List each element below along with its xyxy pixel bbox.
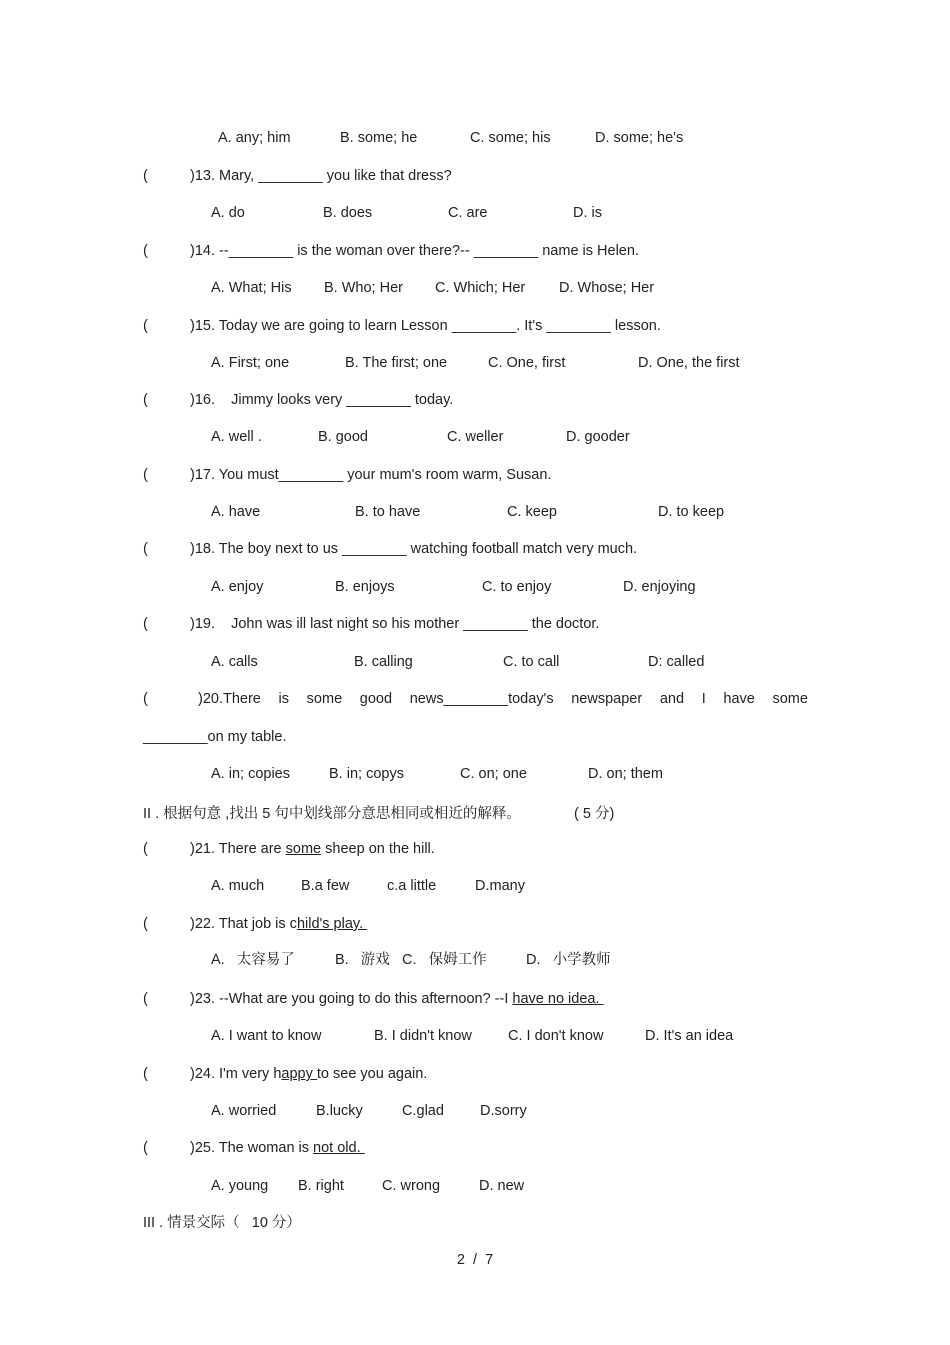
q24-option-a: A. worried [211,1103,277,1119]
q25-option-b: B. right [298,1178,344,1194]
answer-paren: ( [143,168,148,184]
answer-paren: ( [143,1066,148,1082]
q20-option-b: B. in; copys [329,766,404,782]
answer-paren: ( [143,467,148,483]
word: have [723,691,755,707]
question-text: )17. You must________ your mum's room warm, Susan. [190,467,552,483]
section-score: ( 5 分) [574,806,615,822]
q16-option-b: B. good [318,429,368,445]
answer-paren: ( [143,541,148,557]
q23-option-b: B. I didn't know [374,1028,472,1044]
underlined-phrase: have no idea. [512,991,604,1007]
q14-option-a: A. What; His [211,280,292,296]
answer-paren: ( [143,991,148,1007]
question-20-line2: ________on my table. [143,729,287,745]
q21-option-a: A. much [211,878,265,894]
q18-option-a: A. enjoy [211,579,264,595]
q16-option-d: D. gooder [566,429,630,445]
q20-option-a: A. in; copies [211,766,290,782]
page-number: 2 / 7 [456,1252,494,1268]
q20-option-c: C. on; one [460,766,527,782]
question-text: )22. That job is child's play. [190,916,368,932]
q17-option-b: B. to have [355,504,421,520]
q14-option-c: C. Which; Her [435,280,526,296]
question-text: )25. The woman is not old. [190,1140,365,1156]
answer-paren: ( [143,916,148,932]
answer-paren: ( [143,691,148,707]
q17-option-a: A. have [211,504,261,520]
q12-option-d: D. some; he's [595,130,684,146]
q24-option-c: C.glad [402,1103,444,1119]
q22-option-a: A. 太容易了 [211,952,295,968]
q19-option-d: D: called [648,654,705,670]
underlined-phrase: some [285,841,322,857]
word: )20.There [198,691,261,707]
question-text: )13. Mary, ________ you like that dress? [190,168,452,184]
q22-option-d: D. 小学教师 [526,952,611,968]
q16-option-a: A. well . [211,429,262,445]
question-text: )14. --________ is the woman over there?-- ________ name is Helen. [190,243,639,259]
q17-option-c: C. keep [507,504,557,520]
question-text: )18. The boy next to us ________ watching football match very much. [190,541,638,557]
answer-paren: ( [143,1140,148,1156]
word: I [701,691,706,707]
q19-option-b: B. calling [354,654,413,670]
q12-option-a: A. any; him [218,130,291,146]
q25-option-c: C. wrong [382,1178,441,1194]
question-text: )24. I'm very happy to see you again. [190,1066,428,1082]
q21-option-c: c.a little [387,878,437,894]
question-text: )19. John was ill last night so his mother ________ the doctor. [190,616,600,632]
q13-option-b: B. does [323,205,373,221]
answer-paren: ( [143,243,148,259]
question-text: )16. Jimmy looks very ________ today. [190,392,454,408]
answer-paren: ( [143,616,148,632]
q17-option-d: D. to keep [658,504,725,520]
word: some [306,691,343,707]
answer-paren: ( [143,841,148,857]
section-2-heading [143,802,615,823]
q13-option-c: C. are [448,205,488,221]
section-3-heading: III . 情景交际（ 10 分） [143,1215,301,1231]
word: and [659,691,685,707]
q21-option-b: B.a few [301,878,350,894]
underlined-phrase: appy [281,1066,317,1082]
q16-option-c: C. weller [447,429,504,445]
word: newspaper [571,691,643,707]
q18-option-b: B. enjoys [335,579,395,595]
q15-option-b: B. The first; one [345,355,448,371]
q20-option-d: D. on; them [588,766,663,782]
q24-option-d: D.sorry [480,1103,527,1119]
q22-option-b: B. 游戏 [335,952,390,968]
q12-option-c: C. some; his [470,130,551,146]
q15-option-a: A. First; one [211,355,290,371]
q15-option-c: C. One, first [488,355,566,371]
underlined-phrase: not old. [313,1140,365,1156]
q19-option-a: A. calls [211,654,258,670]
question-20-line1 [198,690,808,708]
question-text: )15. Today we are going to learn Lesson ________. It's ________ lesson. [190,318,661,334]
question-text: )21. There are some sheep on the hill. [190,841,435,857]
answer-paren: ( [143,318,148,334]
q21-option-d: D.many [475,878,525,894]
q18-option-c: C. to enjoy [482,579,552,595]
q13-option-a: A. do [211,205,245,221]
q14-option-d: D. Whose; Her [559,280,655,296]
q14-option-b: B. Who; Her [324,280,403,296]
q23-option-a: A. I want to know [211,1028,322,1044]
q25-option-d: D. new [479,1178,525,1194]
q13-option-d: D. is [573,205,602,221]
q23-option-c: C. I don't know [508,1028,604,1044]
underlined-phrase: hild's play. [296,916,368,932]
q22-option-c: C. 保姆工作 [402,952,487,968]
q23-option-d: D. It's an idea [645,1028,734,1044]
question-text: )23. --What are you going to do this afternoon? --I have no idea. [190,991,604,1007]
answer-paren: ( [143,392,148,408]
q24-option-b: B.lucky [316,1103,363,1119]
q12-option-b: B. some; he [340,130,418,146]
word: good [359,691,393,707]
word: news________today's [409,691,554,707]
q25-option-a: A. young [211,1178,269,1194]
q15-option-d: D. One, the first [638,355,740,371]
section-title: II . 根据句意 ,找出 5 句中划线部分意思相同或相近的解释。 [143,806,521,822]
word: some [772,691,808,707]
q19-option-c: C. to call [503,654,560,670]
q18-option-d: D. enjoying [623,579,696,595]
word: is [278,691,290,707]
